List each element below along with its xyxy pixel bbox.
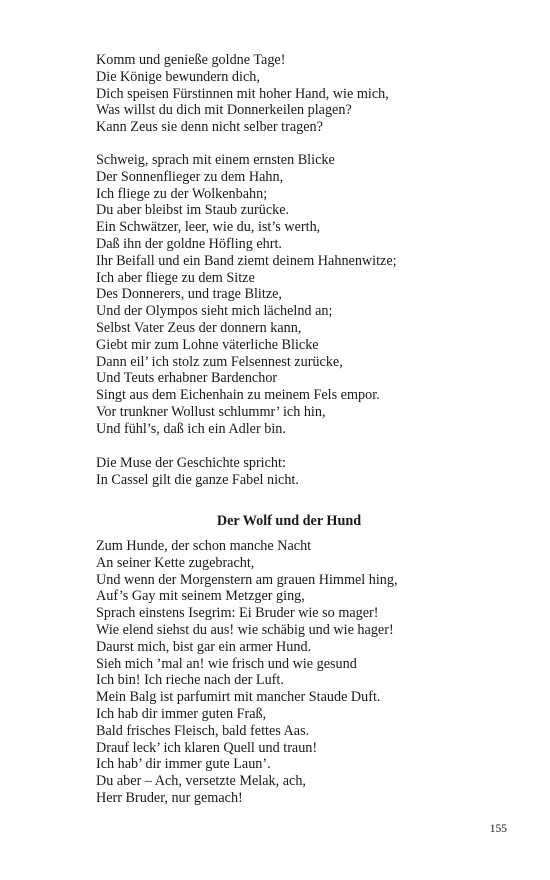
verse-line: Schweig, sprach mit einem ernsten Blicke [96, 152, 335, 168]
verse-line: Des Donnerers, und trage Blitze, [96, 286, 282, 303]
poem1-stanza2 [96, 152, 397, 438]
verse-line: Der Sonnenflieger zu dem Hahn, [96, 168, 284, 185]
verse-line: Auf’s Gay mit seinem Metzger ging, [96, 588, 305, 605]
verse-line: Sprach einstens Isegrim: Ei Bruder wie so mager! [96, 605, 379, 622]
verse-line: Bald frisches Fleisch, bald fettes Aas. [96, 722, 310, 739]
verse-line: Und Teuts erhabner Bardenchor [96, 370, 278, 387]
verse-line: Zum Hunde, der schon manche Nacht [96, 538, 312, 554]
verse-line: Herr Bruder, nur gemach! [96, 789, 243, 806]
verse-line: Ich hab’ dir immer gute Laun’. [96, 756, 271, 773]
verse-line: Ich bin! Ich rieche nach der Luft. [96, 672, 284, 689]
verse-line: Selbst Vater Zeus der donnern kann, [96, 319, 302, 336]
verse-line: An seiner Kette zugebracht, [96, 554, 255, 571]
poem-title: Der Wolf und der Hund [216, 513, 362, 529]
verse-line: Die Könige bewundern dich, [96, 68, 260, 85]
verse-line: Wie elend siehst du aus! wie schäbig und wie hager! [96, 621, 394, 638]
verse-line: Ihr Beifall und ein Band ziemt deinem Hahnenwitze; [96, 252, 397, 269]
verse-line: In Cassel gilt die ganze Fabel nicht. [96, 471, 299, 488]
verse-line: Ein Schwätzer, leer, wie du, ist’s werth, [96, 219, 321, 236]
poem1-stanza3 [96, 455, 299, 489]
verse-line: Dich speisen Fürstinnen mit hoher Hand, wie mich, [96, 85, 389, 102]
verse-line: Ich aber fliege zu dem Sitze [96, 269, 255, 286]
verse-line: Dann eil’ ich stolz zum Felsennest zurücke, [96, 353, 343, 370]
verse-line: Daurst mich, bist gar ein armer Hund. [96, 638, 312, 655]
verse-line: Du aber bleibst im Staub zurücke. [96, 202, 290, 219]
verse-line: Drauf leck’ ich klaren Quell und traun! [96, 739, 318, 756]
page-number: 155 [489, 823, 507, 835]
verse-line: Komm und genieße goldne Tage! [96, 52, 286, 68]
verse-line: Singt aus dem Eichenhain zu meinem Fels empor. [96, 387, 380, 404]
poem1-stanza1 [96, 52, 389, 136]
verse-line: Sieh mich ’mal an! wie frisch und wie gesund [96, 655, 357, 672]
verse-line: Ich fliege zu der Wolkenbahn; [96, 185, 268, 202]
verse-line: Was willst du dich mit Donnerkeilen plagen? [96, 102, 352, 119]
verse-line: Kann Zeus sie denn nicht selber tragen? [96, 119, 323, 136]
verse-line: Und fühl’s, daß ich ein Adler bin. [96, 420, 286, 437]
poem2-stanza1 [96, 538, 398, 807]
verse-line: Daß ihn der goldne Höfling ehrt. [96, 235, 282, 252]
verse-line: Ich hab dir immer guten Fraß, [96, 705, 267, 722]
verse-line: Du aber – Ach, versetzte Melak, ach, [96, 773, 306, 790]
verse-line: Vor trunkner Wollust schlummr’ ich hin, [96, 403, 326, 420]
verse-line: Und der Olympos sieht mich lächelnd an; [96, 303, 333, 320]
verse-line: Giebt mir zum Lohne väterliche Blicke [96, 336, 319, 353]
verse-line: Die Muse der Geschichte spricht: [96, 455, 286, 471]
verse-line: Und wenn der Morgenstern am grauen Himmel hing, [96, 571, 398, 588]
verse-line: Mein Balg ist parfumirt mit mancher Staude Duft. [96, 689, 381, 706]
